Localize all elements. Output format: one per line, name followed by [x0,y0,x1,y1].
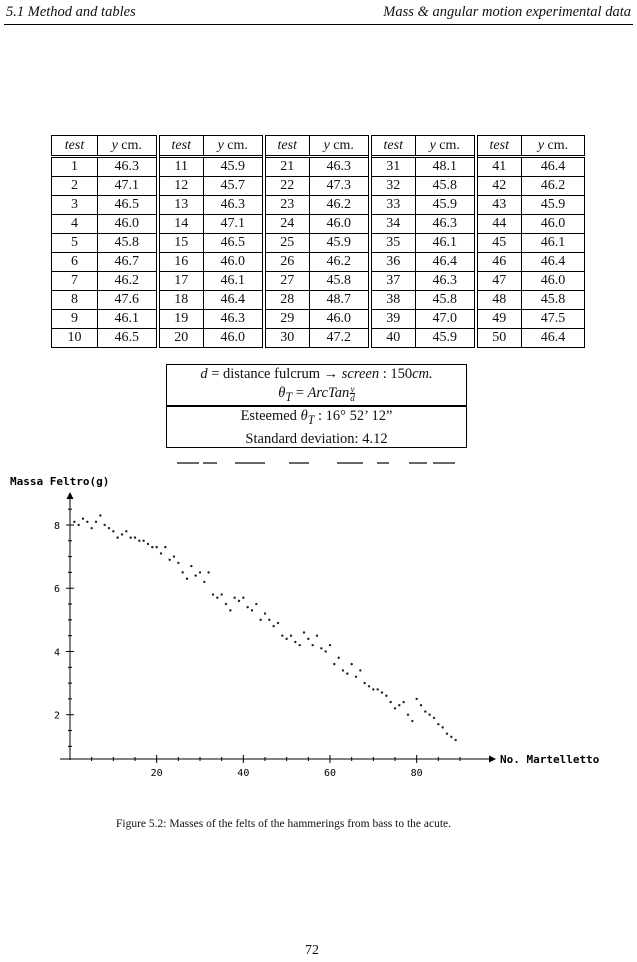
test-number-cell: 8 [52,291,98,310]
data-point [121,533,123,535]
y-tick-label: 8 [53,520,60,532]
data-point [324,650,326,652]
data-point [194,574,196,576]
data-point [264,612,266,614]
data-point [298,644,300,646]
data-point [229,609,231,611]
data-point [329,644,331,646]
test-number-cell: 36 [370,253,416,272]
data-point [333,663,335,665]
y-value-cell: 45.8 [98,234,158,253]
data-point [441,726,443,728]
y-tick-label: 4 [53,647,60,659]
test-number-cell: 31 [370,157,416,177]
y-value-cell: 47.2 [310,329,370,348]
data-point [307,638,309,640]
data-point [311,644,313,646]
col-header-test: test [370,136,416,157]
data-point [363,682,365,684]
data-point [320,647,322,649]
test-number-cell: 32 [370,177,416,196]
data-point [359,669,361,671]
y-value-cell: 46.3 [416,215,476,234]
y-value-cell: 46.0 [310,310,370,329]
table-row [52,310,585,329]
data-point [389,701,391,703]
y-value-cell: 47.3 [310,177,370,196]
test-number-cell: 21 [264,157,310,177]
y-value-cell: 46.3 [98,157,158,177]
data-point [73,521,75,523]
test-number-cell: 2 [52,177,98,196]
table-body [52,157,585,348]
test-number-cell: 3 [52,196,98,215]
data-point [255,603,257,605]
data-point [420,704,422,706]
data-point [285,638,287,640]
table-row [52,291,585,310]
y-value-cell: 45.9 [416,196,476,215]
y-value-cell: 46.4 [416,253,476,272]
test-number-cell: 37 [370,272,416,291]
test-number-cell: 17 [158,272,204,291]
data-point [272,625,274,627]
data-point [398,704,400,706]
col-header-y: y cm. [310,136,370,157]
test-number-cell: 25 [264,234,310,253]
col-header-y: y cm. [416,136,476,157]
y-value-cell: 47.0 [416,310,476,329]
col-header-test: test [264,136,310,157]
data-point [350,663,352,665]
y-value-cell: 45.9 [522,196,585,215]
data-point [316,634,318,636]
data-point [190,565,192,567]
y-value-cell: 47.6 [98,291,158,310]
y-value-cell: 46.4 [204,291,264,310]
data-point [415,698,417,700]
test-number-cell: 9 [52,310,98,329]
result-box [166,406,467,448]
data-point [303,631,305,633]
data-point [251,609,253,611]
data-point [95,521,97,523]
test-number-cell: 29 [264,310,310,329]
test-number-cell: 26 [264,253,310,272]
test-number-cell: 45 [476,234,522,253]
esteemed-angle: Esteemed $\theta_T$ : 16° 52’ 12” [240,408,393,427]
data-point [424,710,426,712]
data-point [433,717,435,719]
test-number-cell: 15 [158,234,204,253]
y-value-cell: 46.3 [204,196,264,215]
test-number-cell: 40 [370,329,416,348]
test-number-cell: 39 [370,310,416,329]
table-row [52,196,585,215]
data-point [407,714,409,716]
running-header-section: 5.1 Method and tables [6,4,136,20]
y-tick-label: 2 [53,710,60,722]
y-value-cell: 46.0 [204,253,264,272]
data-point [151,546,153,548]
data-point [450,736,452,738]
page-number: 72 [305,943,319,958]
data-point [177,562,179,564]
y-value-cell: 46.0 [310,215,370,234]
y-value-cell: 48.7 [310,291,370,310]
data-point [246,606,248,608]
test-number-cell: 10 [52,329,98,348]
test-number-cell: 38 [370,291,416,310]
data-point [90,527,92,529]
table-row [52,215,585,234]
data-point [207,571,209,573]
test-number-cell: 7 [52,272,98,291]
figure-caption: Figure 5.2: Masses of the felts of the hammerings from bass to the acute. [116,818,452,830]
data-point [116,536,118,538]
header-rule [4,24,633,25]
data-point [112,530,114,532]
data-point [437,723,439,725]
felt-mass-chart [0,470,637,800]
y-value-cell: 46.7 [98,253,158,272]
data-point [199,571,201,573]
y-value-cell: 45.8 [522,291,585,310]
y-value-cell: 47.1 [98,177,158,196]
y-value-cell: 46.3 [204,310,264,329]
y-value-cell: 47.1 [204,215,264,234]
table-row [52,234,585,253]
test-number-cell: 19 [158,310,204,329]
measurements-table [51,135,585,348]
x-tick-label: 40 [237,768,250,779]
data-point [368,685,370,687]
test-number-cell: 44 [476,215,522,234]
test-number-cell: 28 [264,291,310,310]
data-point [355,676,357,678]
y-value-cell: 46.5 [204,234,264,253]
test-number-cell: 42 [476,177,522,196]
x-tick-label: 80 [410,768,423,779]
data-point [168,559,170,561]
test-number-cell: 43 [476,196,522,215]
y-value-cell: 48.1 [416,157,476,177]
y-value-cell: 46.5 [98,329,158,348]
test-number-cell: 12 [158,177,204,196]
y-value-cell: 46.2 [310,196,370,215]
fraction-y-over-d: $\frac{y}{d}$ [350,384,355,404]
data-point [428,714,430,716]
data-point [268,619,270,621]
y-value-cell: 46.1 [204,272,264,291]
test-number-cell: 34 [370,215,416,234]
test-number-cell: 13 [158,196,204,215]
cropped-table-caption [177,461,455,465]
y-value-cell: 45.7 [204,177,264,196]
col-header-test: test [476,136,522,157]
y-value-cell: 46.2 [522,177,585,196]
data-point [129,536,131,538]
test-number-cell: 24 [264,215,310,234]
data-point [138,540,140,542]
data-point [203,581,205,583]
data-point [233,597,235,599]
y-value-cell: 46.4 [522,329,585,348]
table-row [52,177,585,196]
y-value-cell: 46.1 [98,310,158,329]
data-point [147,543,149,545]
y-value-cell: 45.9 [310,234,370,253]
y-value-cell: 46.1 [416,234,476,253]
data-point [402,701,404,703]
test-number-cell: 47 [476,272,522,291]
test-number-cell: 20 [158,329,204,348]
data-point [454,739,456,741]
test-number-cell: 6 [52,253,98,272]
data-point [281,634,283,636]
y-value-cell: 46.2 [98,272,158,291]
data-point [134,536,136,538]
col-header-y: y cm. [98,136,158,157]
y-value-cell: 46.0 [522,215,585,234]
x-axis-arrow [489,756,496,763]
data-point [181,571,183,573]
data-point [155,546,157,548]
data-point [259,619,261,621]
data-point [342,669,344,671]
data-point [346,672,348,674]
test-number-cell: 1 [52,157,98,177]
col-header-y: y cm. [204,136,264,157]
table-header-row [52,136,585,157]
data-point [337,657,339,659]
test-number-cell: 33 [370,196,416,215]
test-number-cell: 11 [158,157,204,177]
data-point [164,546,166,548]
test-number-cell: 35 [370,234,416,253]
data-point [394,707,396,709]
data-point [242,597,244,599]
data-point [142,540,144,542]
test-number-cell: 27 [264,272,310,291]
data-point [125,530,127,532]
data-point [186,578,188,580]
y-value-cell: 45.9 [416,329,476,348]
test-number-cell: 5 [52,234,98,253]
data-point [372,688,374,690]
running-header-title: Mass & angular motion experimental data [383,4,631,20]
test-number-cell: 49 [476,310,522,329]
formula-line-theta: $\theta_T$ = ArcTan $\frac{y}{d}$ [278,384,355,404]
y-axis-arrow [67,492,74,499]
test-number-cell: 46 [476,253,522,272]
formula-line-distance: d = distance fulcrum → screen : 150cm. [200,366,433,382]
data-point [238,600,240,602]
table-row [52,272,585,291]
data-point [212,593,214,595]
data-point [277,622,279,624]
data-point [86,521,88,523]
y-value-cell: 46.0 [204,329,264,348]
y-value-cell: 46.4 [522,157,585,177]
data-point [103,524,105,526]
y-value-cell: 45.8 [416,177,476,196]
table-row [52,157,585,177]
data-point [216,597,218,599]
data-point [376,688,378,690]
data-point [385,695,387,697]
data-point [77,524,79,526]
table-row [52,253,585,272]
table-row [52,329,585,348]
data-point [173,555,175,557]
col-header-y: y cm. [522,136,585,157]
y-value-cell: 47.5 [522,310,585,329]
y-value-cell: 45.8 [310,272,370,291]
y-value-cell: 45.9 [204,157,264,177]
y-value-cell: 45.8 [416,291,476,310]
test-number-cell: 4 [52,215,98,234]
y-value-cell: 46.5 [98,196,158,215]
data-point [160,552,162,554]
data-point [411,720,413,722]
test-number-cell: 22 [264,177,310,196]
col-header-test: test [158,136,204,157]
data-point [82,517,84,519]
test-number-cell: 14 [158,215,204,234]
data-point [108,527,110,529]
y-value-cell: 46.4 [522,253,585,272]
test-number-cell: 23 [264,196,310,215]
y-value-cell: 46.1 [522,234,585,253]
y-tick-label: 6 [53,584,60,596]
test-number-cell: 48 [476,291,522,310]
y-value-cell: 46.2 [310,253,370,272]
data-point [220,593,222,595]
data-point [381,691,383,693]
test-number-cell: 18 [158,291,204,310]
y-value-cell: 46.3 [416,272,476,291]
data-point [294,641,296,643]
data-point [225,603,227,605]
formula-box [166,364,467,406]
data-point [290,634,292,636]
x-axis-label: No. Martelletto [500,753,600,766]
test-number-cell: 50 [476,329,522,348]
x-tick-label: 20 [150,768,163,779]
data-point [446,733,448,735]
test-number-cell: 16 [158,253,204,272]
test-number-cell: 30 [264,329,310,348]
test-number-cell: 41 [476,157,522,177]
x-tick-label: 60 [323,768,337,779]
data-point [99,514,101,516]
y-value-cell: 46.0 [98,215,158,234]
y-axis-label: Massa Feltro(g) [10,475,110,488]
y-value-cell: 46.0 [522,272,585,291]
y-value-cell: 46.3 [310,157,370,177]
standard-deviation: Standard deviation: 4.12 [245,430,388,447]
col-header-test: test [52,136,98,157]
